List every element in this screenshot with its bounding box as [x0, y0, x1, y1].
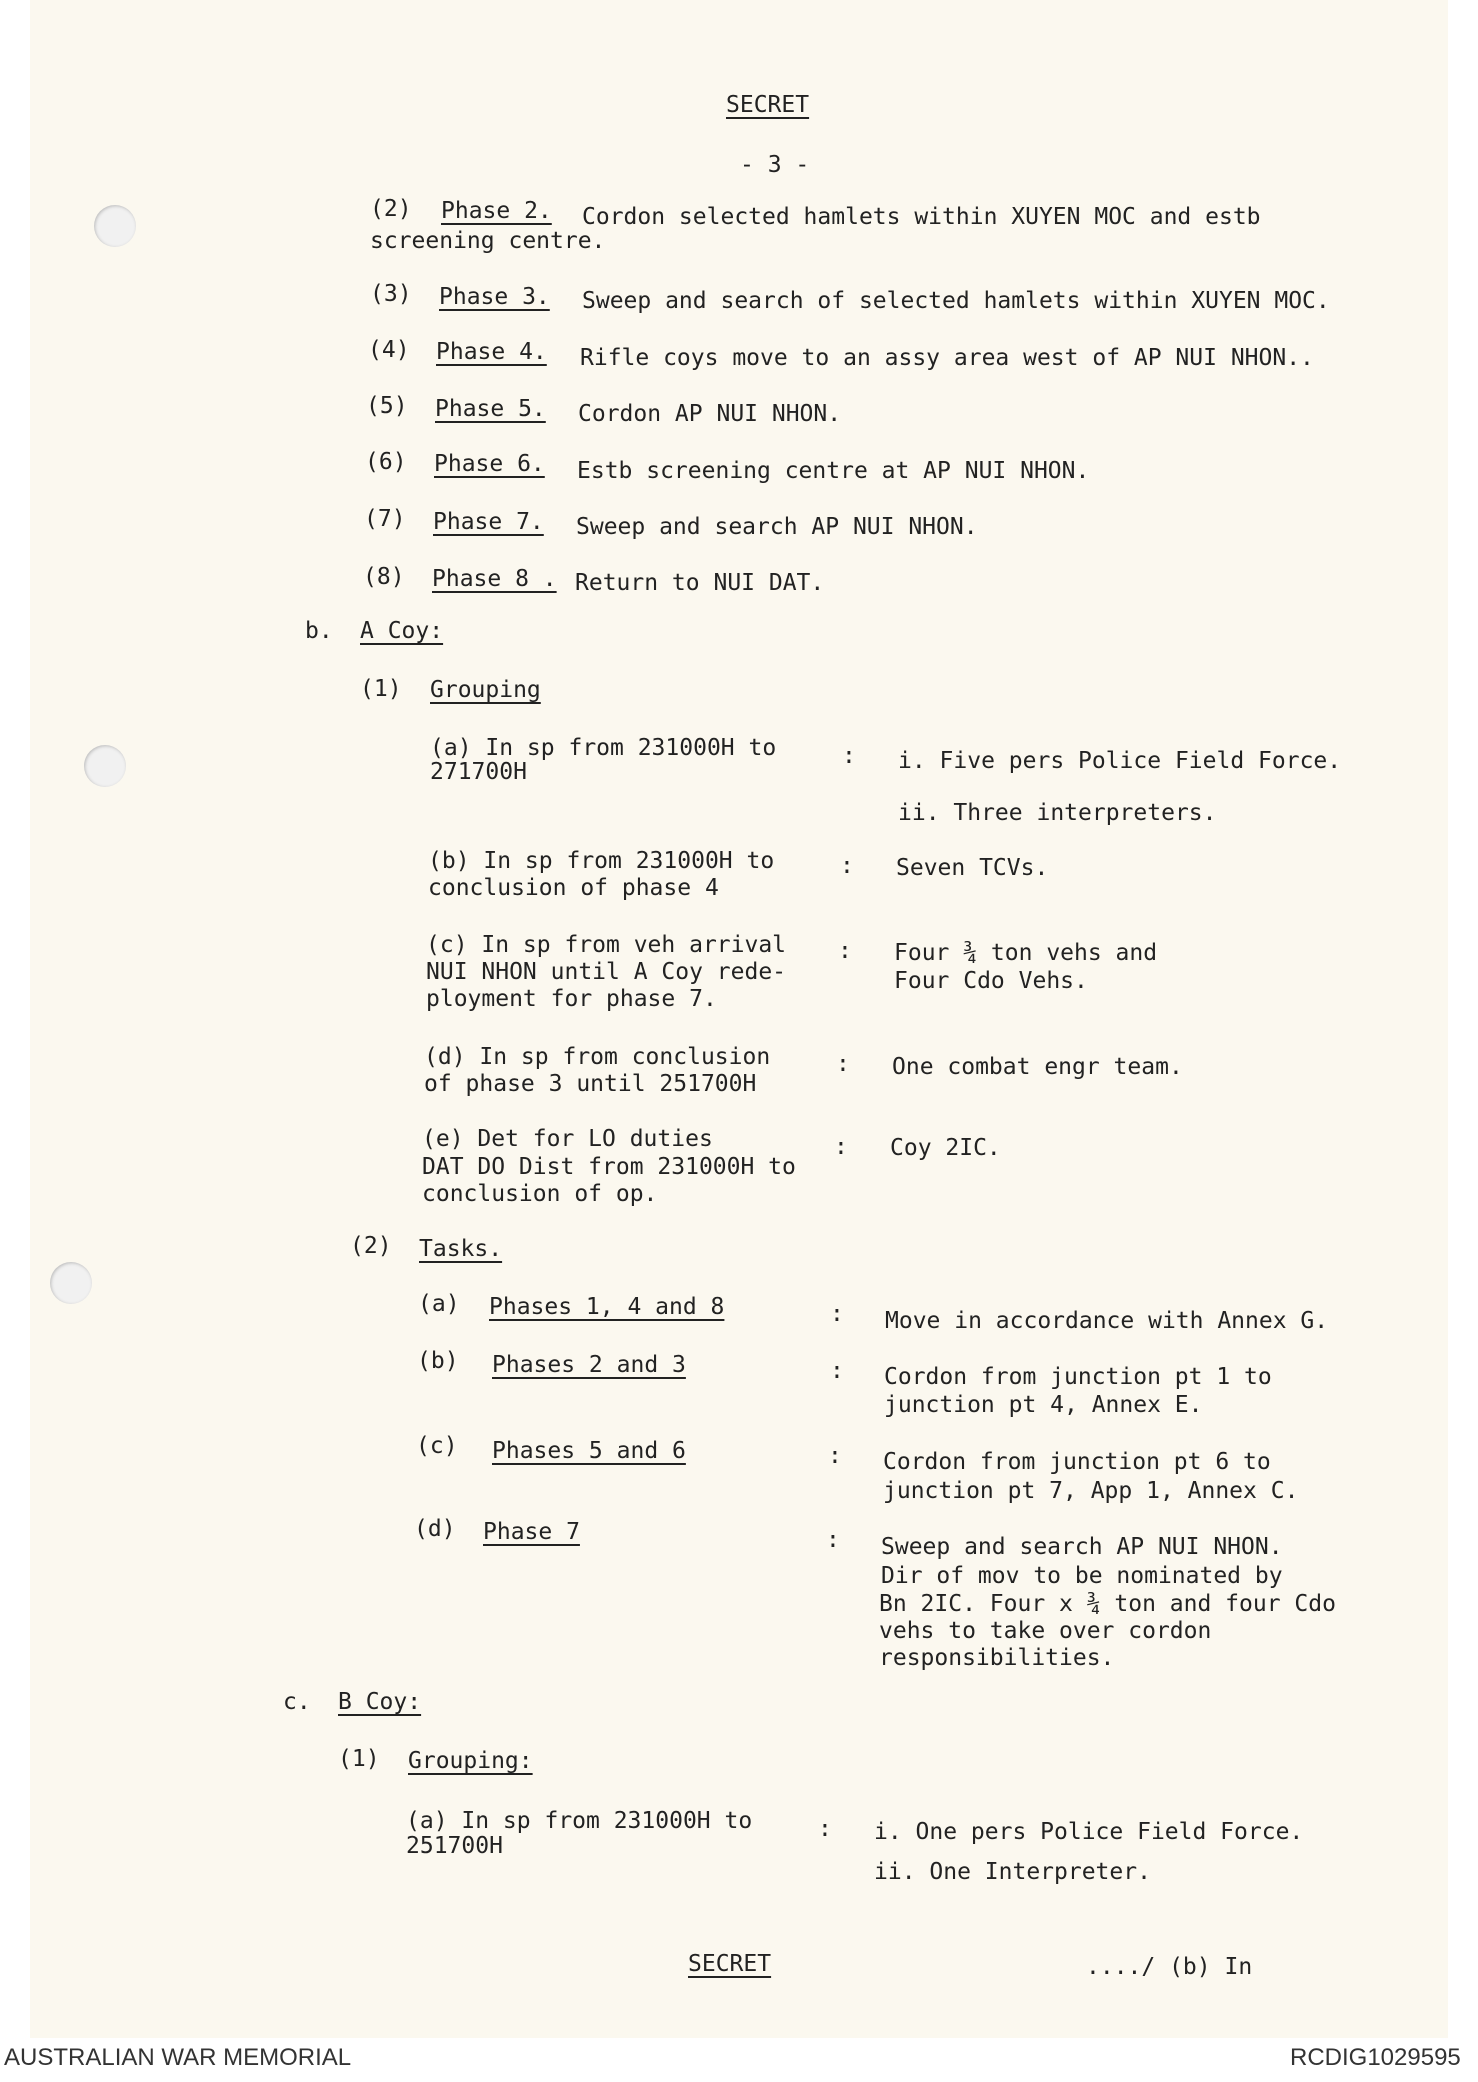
section-heading: A Coy:: [360, 618, 444, 644]
task-letter: (c): [416, 1433, 458, 1459]
task-letter: (d): [414, 1516, 456, 1542]
grouping-item-detail: ii. One Interpreter.: [874, 1859, 1151, 1885]
task-detail: Sweep and search AP NUI NHON.: [881, 1534, 1283, 1560]
task-label: Phases 5 and 6: [492, 1438, 686, 1464]
grouping-item-desc: NUI NHON until A Coy rede-: [426, 959, 787, 985]
grouping-item-desc: ployment for phase 7.: [426, 986, 717, 1012]
grouping-item-detail: Four Cdo Vehs.: [894, 968, 1088, 994]
grouping-item-desc: (c) In sp from veh arrival: [426, 932, 787, 958]
grouping-item-desc: conclusion of op.: [422, 1181, 658, 1207]
task-label: Phases 2 and 3: [492, 1352, 686, 1378]
grouping-item-detail: i. One pers Police Field Force.: [874, 1819, 1304, 1845]
grouping-item-detail: Coy 2IC.: [890, 1135, 1001, 1161]
task-detail: responsibilities.: [879, 1645, 1115, 1671]
task-label: Phases 1, 4 and 8: [489, 1294, 725, 1320]
phase-text: Sweep and search AP NUI NHON.: [576, 514, 978, 540]
task-label: Phase 7: [483, 1519, 580, 1545]
archive-credit: AUSTRALIAN WAR MEMORIAL: [4, 2044, 352, 2071]
grouping-item-detail: One combat engr team.: [892, 1054, 1183, 1080]
subsection-heading: Tasks.: [419, 1236, 503, 1262]
grouping-item-desc: (a) In sp from 231000H to: [430, 735, 777, 761]
subsection-heading: Grouping: [430, 677, 541, 703]
phase-number: (2): [370, 196, 412, 222]
section-letter: b.: [305, 618, 333, 644]
grouping-item-desc: conclusion of phase 4: [428, 875, 719, 901]
phase-number: (8): [363, 564, 405, 590]
phase-text: Rifle coys move to an assy area west of AP NUI NHON..: [580, 345, 1314, 371]
task-detail: junction pt 7, App 1, Annex C.: [883, 1478, 1299, 1504]
phase-text: Sweep and search of selected hamlets within XUYEN MOC.: [582, 288, 1330, 314]
colon: :: [830, 1301, 844, 1327]
page-number: - 3 -: [740, 152, 810, 178]
grouping-item-detail: i. Five pers Police Field Force.: [898, 748, 1342, 774]
grouping-item-detail: Seven TCVs.: [896, 855, 1049, 881]
task-detail: Bn 2IC. Four x ¾ ton and four Cdo: [879, 1591, 1336, 1617]
colon: :: [838, 938, 852, 964]
colon: :: [818, 1816, 832, 1842]
phase-text: Estb screening centre at AP NUI NHON.: [577, 458, 1090, 484]
subsection-number: (1): [360, 676, 402, 702]
subsection-number: (2): [350, 1233, 392, 1259]
phase-number: (4): [368, 337, 410, 363]
colon: :: [826, 1527, 840, 1553]
phase-number: (7): [364, 506, 406, 532]
colon: :: [834, 1134, 848, 1160]
task-detail: junction pt 4, Annex E.: [884, 1392, 1203, 1418]
grouping-item-desc: (a) In sp from 231000H to: [406, 1808, 753, 1834]
phase-label: Phase 8 .: [432, 566, 557, 592]
grouping-item-desc: 251700H: [406, 1833, 503, 1859]
section-heading: B Coy:: [338, 1689, 422, 1715]
task-detail: Cordon from junction pt 1 to: [884, 1364, 1272, 1390]
grouping-item-desc: (b) In sp from 231000H to: [428, 848, 775, 874]
classification-footer: SECRET: [688, 1951, 772, 1977]
subsection-number: (1): [338, 1746, 380, 1772]
continuation-note: ..../ (b) In: [1086, 1954, 1253, 1980]
section-letter: c.: [283, 1689, 311, 1715]
phase-text: Cordon AP NUI NHON.: [578, 401, 842, 427]
grouping-item-detail: Four ¾ ton vehs and: [894, 940, 1158, 966]
task-detail: Move in accordance with Annex G.: [885, 1308, 1329, 1334]
grouping-item-desc: 271700H: [430, 759, 527, 785]
colon: :: [842, 743, 856, 769]
phase-label: Phase 3.: [439, 284, 550, 310]
phase-number: (5): [366, 393, 408, 419]
phase-text: Return to NUI DAT.: [575, 570, 825, 596]
task-detail: Dir of mov to be nominated by: [881, 1563, 1283, 1589]
phase-label: Phase 7.: [433, 509, 544, 535]
phase-number: (3): [370, 281, 412, 307]
phase-number: (6): [365, 449, 407, 475]
subsection-heading: Grouping:: [408, 1748, 533, 1774]
task-letter: (b): [417, 1348, 459, 1374]
colon: :: [830, 1358, 844, 1384]
grouping-item-desc: (d) In sp from conclusion: [424, 1044, 771, 1070]
classification-header: SECRET: [726, 92, 810, 118]
phase-label: Phase 4.: [436, 339, 547, 365]
colon: :: [836, 1051, 850, 1077]
task-detail: vehs to take over cordon: [879, 1618, 1212, 1644]
phase-label: Phase 2.: [441, 198, 552, 224]
grouping-item-desc: of phase 3 until 251700H: [424, 1071, 757, 1097]
colon: :: [828, 1443, 842, 1469]
task-detail: Cordon from junction pt 6 to: [883, 1449, 1271, 1475]
phase-label: Phase 6.: [434, 451, 545, 477]
phase-text: Cordon selected hamlets within XUYEN MOC and estb: [582, 204, 1261, 230]
colon: :: [840, 853, 854, 879]
grouping-item-detail: ii. Three interpreters.: [898, 800, 1217, 826]
grouping-item-desc: DAT DO Dist from 231000H to: [422, 1154, 796, 1180]
archive-id: RCDIG1029595: [1290, 2044, 1461, 2071]
phase-label: Phase 5.: [435, 396, 546, 422]
phase-text: screening centre.: [370, 228, 606, 254]
task-letter: (a): [418, 1291, 460, 1317]
grouping-item-desc: (e) Det for LO duties: [422, 1126, 713, 1152]
